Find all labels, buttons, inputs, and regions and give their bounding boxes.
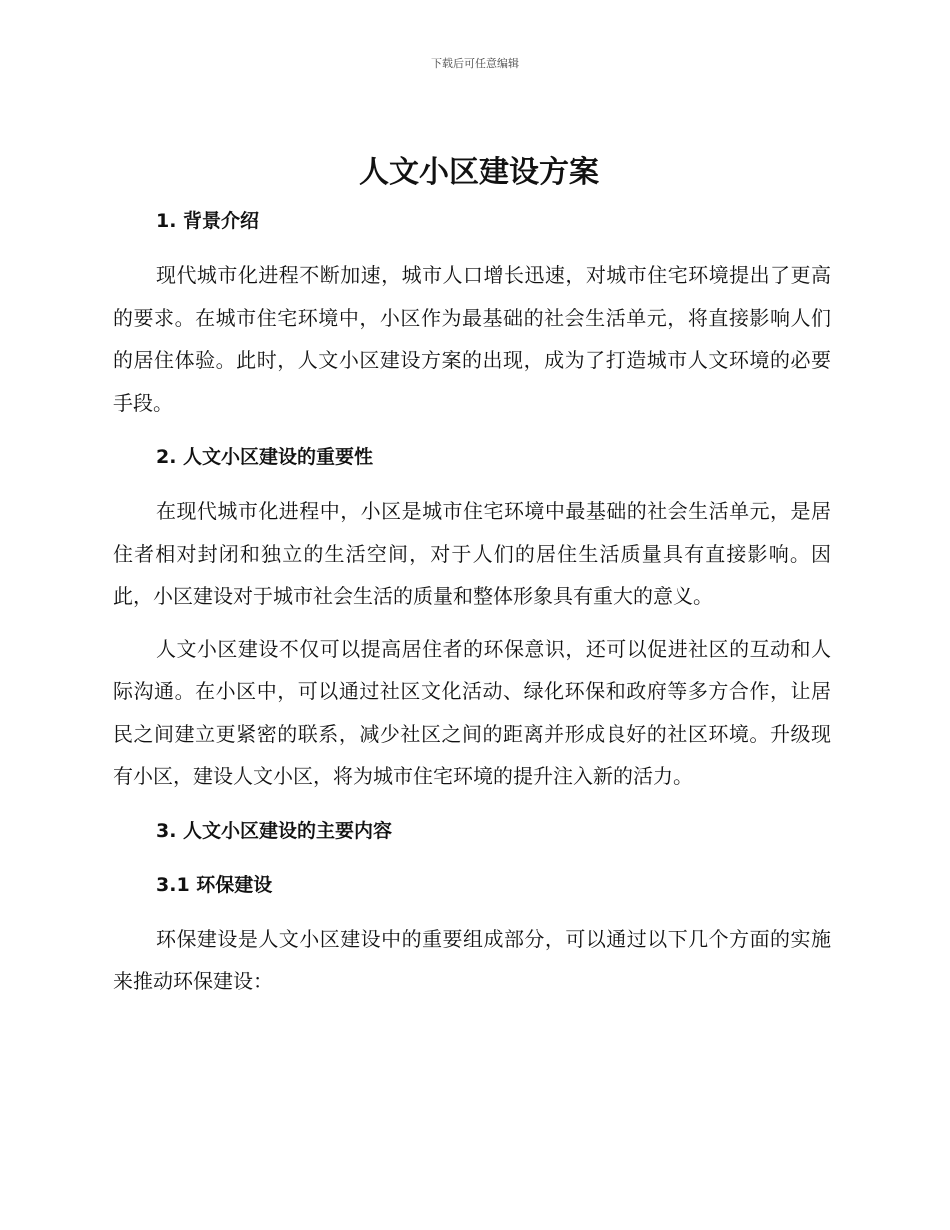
paragraph-importance-2: 人文小区建设不仅可以提高居住者的环保意识，还可以促进社区的互动和人际沟通。在小区中，可以通过社区文化活动、绿化环保和政府等多方合作，让居民之间建立更紧密的联系，减少社区之间的距离并形成良好的社区环境。升级现有小区，建设人文小区，将为城市住宅环境的提升注入新的活力。 [113, 636, 831, 788]
paragraph-importance-1: 在现代城市化进程中，小区是城市住宅环境中最基础的社会生活单元，是居住者相对封闭和独立的生活空间，对于人们的居住生活质量具有直接影响。因此，小区建设对于城市社会生活的质量和整体形象具有重大的意义。 [113, 499, 831, 608]
document-title: 人文小区建设方案 [359, 155, 599, 190]
section-heading-background: 1. 背景介绍 [156, 210, 260, 232]
section-heading-main-content: 3. 人文小区建设的主要内容 [156, 819, 393, 842]
paragraph-environmental: 环保建设是人文小区建设中的重要组成部分，可以通过以下几个方面的实施来推动环保建设： [113, 926, 831, 993]
header-note: 下载后可任意编辑 [431, 57, 519, 70]
document-body [113, 148, 831, 1003]
paragraph-background: 现代城市化进程不断加速，城市人口增长迅速，对城市住宅环境提出了更高的要求。在城市住宅环境中，小区作为最基础的社会生活单元，将直接影响人们的居住体验。此时，人文小区建设方案的出现，成为了打造城市人文环境的必要手段。 [113, 263, 831, 415]
section-heading-environmental: 3.1 环保建设 [156, 873, 273, 896]
section-heading-importance: 2. 人文小区建设的重要性 [156, 446, 374, 468]
